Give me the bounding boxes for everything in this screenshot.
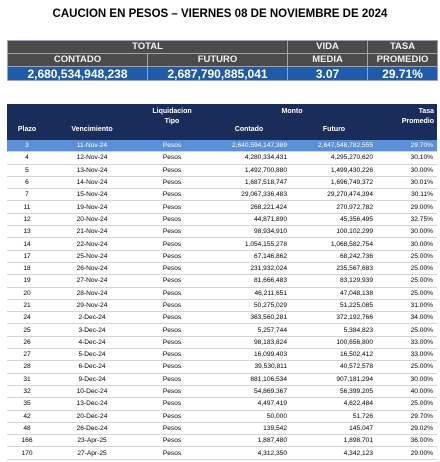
cell-vencimiento: 11-Nov-24	[47, 140, 137, 152]
cell-plazo: 35	[7, 398, 47, 410]
cell-vencimiento: 20-Nov-24	[47, 213, 137, 225]
table-row	[7, 422, 437, 434]
cell-tipo: Pesos	[137, 140, 207, 152]
table-row	[7, 447, 437, 459]
table-row	[7, 213, 437, 225]
cell-vencimiento: 13-Nov-24	[47, 164, 137, 176]
cell-contado: 881,106,534	[207, 373, 291, 385]
cell-tasa: 32.75%	[377, 213, 437, 225]
table-row	[7, 176, 437, 188]
cell-vencimiento: 29-Nov-24	[47, 299, 137, 311]
cell-contado: 5,257,744	[207, 324, 291, 336]
cell-contado: 50,275,029	[207, 299, 291, 311]
cell-tasa: 25.00%	[377, 262, 437, 274]
header-blank-vencimiento	[47, 104, 137, 118]
cell-vencimiento: 28-Nov-24	[47, 287, 137, 299]
summary-table	[7, 40, 438, 81]
cell-vencimiento: 2-Dec-24	[47, 312, 137, 324]
cell-plazo: 25	[7, 324, 47, 336]
cell-tipo: Pesos	[137, 164, 207, 176]
summary-futuro-value: 2,687,790,885,041	[148, 67, 288, 81]
cell-plazo: 28	[7, 361, 47, 373]
summary-contado-value: 2,680,534,948,238	[8, 67, 148, 81]
cell-futuro: 235,567,683	[291, 262, 377, 274]
cell-futuro: 4,295,270,620	[291, 152, 377, 164]
cell-futuro: 56,399,205	[291, 385, 377, 397]
cell-tipo: Pesos	[137, 176, 207, 188]
cell-futuro: 2,647,548,782,555	[291, 140, 377, 152]
cell-contado: 54,869,367	[207, 385, 291, 397]
cell-plazo: 7	[7, 189, 47, 201]
cell-plazo: 19	[7, 275, 47, 287]
cell-plazo: 42	[7, 410, 47, 422]
header-blank-plazo	[7, 104, 47, 118]
cell-vencimiento: 19-Nov-24	[47, 201, 137, 213]
cell-tipo: Pesos	[137, 385, 207, 397]
cell-tipo: Pesos	[137, 262, 207, 274]
cell-contado: 1,492,700,880	[207, 164, 291, 176]
cell-plazo: 170	[7, 447, 47, 459]
summary-tasa-promedio-value: 29.71%	[368, 67, 438, 81]
cell-futuro: 100,102,299	[291, 226, 377, 238]
cell-tipo: Pesos	[137, 238, 207, 250]
cell-vencimiento: 5-Dec-24	[47, 349, 137, 361]
cell-plazo: 27	[7, 349, 47, 361]
table-row	[7, 361, 437, 373]
cell-tasa: 33.00%	[377, 336, 437, 348]
cell-tasa: 40.00%	[377, 385, 437, 397]
table-row	[7, 226, 437, 238]
cell-futuro: 1,696,749,372	[291, 176, 377, 188]
cell-contado: 29,067,336,483	[207, 189, 291, 201]
cell-plazo: 6	[7, 176, 47, 188]
summary-vida-media-value: 3.07	[288, 67, 368, 81]
cell-tasa: 31.00%	[377, 299, 437, 311]
cell-contado: 46,211,651	[207, 287, 291, 299]
cell-tasa: 25.00%	[377, 275, 437, 287]
cell-tipo: Pesos	[137, 312, 207, 324]
cell-tasa: 25.00%	[377, 361, 437, 373]
cell-contado: 1,887,480	[207, 435, 291, 447]
cell-tasa: 29.00%	[377, 201, 437, 213]
cell-contado: 4,497,419	[207, 398, 291, 410]
cell-futuro: 1,499,430,226	[291, 164, 377, 176]
cell-futuro: 907,181,294	[291, 373, 377, 385]
cell-contado: 363,560,281	[207, 312, 291, 324]
cell-tasa: 25.00%	[377, 398, 437, 410]
table-row	[7, 373, 437, 385]
cell-plazo: 32	[7, 385, 47, 397]
cell-vencimiento: 6-Dec-24	[47, 361, 137, 373]
table-row	[7, 275, 437, 287]
cell-tasa: 25.00%	[377, 250, 437, 262]
table-row	[7, 189, 437, 201]
cell-vencimiento: 9-Dec-24	[47, 373, 137, 385]
table-row	[7, 201, 437, 213]
header-plazo: Plazo	[7, 118, 47, 140]
header-futuro: Futuro	[291, 118, 377, 140]
cell-vencimiento: 13-Dec-24	[47, 398, 137, 410]
cell-tipo: Pesos	[137, 373, 207, 385]
table-row	[7, 299, 437, 311]
cell-tipo: Pesos	[137, 410, 207, 422]
summary-media-label: MEDIA	[288, 54, 368, 67]
cell-tasa: 30.11%	[377, 189, 437, 201]
cell-futuro: 40,572,578	[291, 361, 377, 373]
cell-tipo: Pesos	[137, 336, 207, 348]
cell-plazo: 3	[7, 140, 47, 152]
cell-vencimiento: 14-Nov-24	[47, 176, 137, 188]
cell-vencimiento: 3-Dec-24	[47, 324, 137, 336]
cell-futuro: 29,270,474,394	[291, 189, 377, 201]
cell-tipo: Pesos	[137, 435, 207, 447]
cell-tasa: 25.00%	[377, 287, 437, 299]
header-monto: Monto	[207, 104, 377, 118]
cell-contado: 231,932,024	[207, 262, 291, 274]
cell-tasa: 30.00%	[377, 373, 437, 385]
summary-tasa-label: TASA	[368, 41, 438, 54]
cell-contado: 2,640,594,147,389	[207, 140, 291, 152]
summary-total-label: TOTAL	[8, 41, 288, 54]
cell-plazo: 14	[7, 238, 47, 250]
cell-futuro: 4,342,123	[291, 447, 377, 459]
cell-tipo: Pesos	[137, 189, 207, 201]
cell-tasa: 30.01%	[377, 176, 437, 188]
cell-tipo: Pesos	[137, 213, 207, 225]
cell-vencimiento: 23-Apr-25	[47, 435, 137, 447]
cell-contado: 39,530,811	[207, 361, 291, 373]
cell-contado: 1,687,518,747	[207, 176, 291, 188]
table-row	[7, 349, 437, 361]
cell-plazo: 21	[7, 299, 47, 311]
cell-plazo: 20	[7, 287, 47, 299]
cell-tipo: Pesos	[137, 287, 207, 299]
cell-vencimiento: 12-Nov-24	[47, 152, 137, 164]
table-body	[7, 140, 437, 459]
cell-tipo: Pesos	[137, 398, 207, 410]
cell-plazo: 48	[7, 422, 47, 434]
header-liquidacion: Liquidacion	[137, 104, 207, 118]
cell-vencimiento: 10-Dec-24	[47, 385, 137, 397]
cell-plazo: 24	[7, 312, 47, 324]
cell-contado: 50,000	[207, 410, 291, 422]
cell-tasa: 29.02%	[377, 422, 437, 434]
cell-vencimiento: 27-Apr-25	[47, 447, 137, 459]
table-row	[7, 238, 437, 250]
caucion-detail-table	[7, 104, 437, 460]
cell-tasa: 33.00%	[377, 349, 437, 361]
cell-tipo: Pesos	[137, 299, 207, 311]
table-row	[7, 312, 437, 324]
page-title: CAUCION EN PESOS – VIERNES 08 DE NOVIEMBRE DE 2024	[52, 8, 388, 20]
table-row	[7, 262, 437, 274]
table-row	[7, 398, 437, 410]
cell-vencimiento: 27-Nov-24	[47, 275, 137, 287]
cell-contado: 268,221,424	[207, 201, 291, 213]
cell-vencimiento: 26-Nov-24	[47, 262, 137, 274]
cell-tipo: Pesos	[137, 422, 207, 434]
cell-plazo: 4	[7, 152, 47, 164]
summary-vida-label: VIDA	[288, 41, 368, 54]
summary-promedio-label: PROMEDIO	[368, 54, 438, 67]
header-contado: Contado	[207, 118, 291, 140]
cell-contado: 44,871,890	[207, 213, 291, 225]
cell-contado: 16,099,403	[207, 349, 291, 361]
table-row	[7, 435, 437, 447]
cell-futuro: 5,384,823	[291, 324, 377, 336]
cell-contado: 139,542	[207, 422, 291, 434]
cell-vencimiento: 15-Nov-24	[47, 189, 137, 201]
header-promedio: Promedio	[377, 118, 437, 140]
cell-tasa: 30.00%	[377, 164, 437, 176]
cell-plazo: 11	[7, 201, 47, 213]
cell-vencimiento: 26-Dec-24	[47, 422, 137, 434]
cell-tasa: 30.00%	[377, 226, 437, 238]
cell-vencimiento: 21-Nov-24	[47, 226, 137, 238]
cell-contado: 1,054,155,278	[207, 238, 291, 250]
table-row	[7, 324, 437, 336]
cell-vencimiento: 4-Dec-24	[47, 336, 137, 348]
cell-tipo: Pesos	[137, 275, 207, 287]
cell-tasa: 30.10%	[377, 152, 437, 164]
cell-plazo: 17	[7, 250, 47, 262]
cell-contado: 81,666,483	[207, 275, 291, 287]
cell-tipo: Pesos	[137, 447, 207, 459]
cell-futuro: 372,192,766	[291, 312, 377, 324]
header-tasa: Tasa	[377, 104, 437, 118]
cell-plazo: 5	[7, 164, 47, 176]
cell-plazo: 12	[7, 213, 47, 225]
cell-futuro: 51,726	[291, 410, 377, 422]
cell-futuro: 51,225,085	[291, 299, 377, 311]
cell-futuro: 83,129,939	[291, 275, 377, 287]
cell-tipo: Pesos	[137, 324, 207, 336]
header-tipo: Tipo	[137, 118, 207, 140]
cell-futuro: 45,356,495	[291, 213, 377, 225]
cell-contado: 67,146,862	[207, 250, 291, 262]
cell-tasa: 34.00%	[377, 312, 437, 324]
cell-tasa: 29.70%	[377, 410, 437, 422]
cell-contado: 98,934,910	[207, 226, 291, 238]
cell-contado: 4,280,334,431	[207, 152, 291, 164]
cell-tipo: Pesos	[137, 152, 207, 164]
cell-plazo: 13	[7, 226, 47, 238]
cell-tasa: 25.00%	[377, 324, 437, 336]
cell-futuro: 47,048,138	[291, 287, 377, 299]
cell-plazo: 166	[7, 435, 47, 447]
cell-tipo: Pesos	[137, 201, 207, 213]
cell-vencimiento: 25-Nov-24	[47, 250, 137, 262]
cell-contado: 4,312,350	[207, 447, 291, 459]
table-row	[7, 164, 437, 176]
cell-tipo: Pesos	[137, 226, 207, 238]
cell-plazo: 31	[7, 373, 47, 385]
table-row	[7, 250, 437, 262]
cell-vencimiento: 22-Nov-24	[47, 238, 137, 250]
cell-tipo: Pesos	[137, 349, 207, 361]
table-row	[7, 152, 437, 164]
cell-futuro: 100,656,800	[291, 336, 377, 348]
cell-futuro: 270,972,782	[291, 201, 377, 213]
header-vencimiento: Vencimiento	[47, 118, 137, 140]
cell-futuro: 68,242,736	[291, 250, 377, 262]
cell-tipo: Pesos	[137, 361, 207, 373]
cell-plazo: 18	[7, 262, 47, 274]
cell-plazo: 26	[7, 336, 47, 348]
table-row	[7, 410, 437, 422]
cell-futuro: 4,622,484	[291, 398, 377, 410]
cell-futuro: 16,502,412	[291, 349, 377, 361]
cell-tasa: 30.00%	[377, 238, 437, 250]
table-row	[7, 385, 437, 397]
summary-contado-label: CONTADO	[8, 54, 148, 67]
table-row	[7, 287, 437, 299]
cell-futuro: 1,898,701	[291, 435, 377, 447]
cell-tasa: 29.70%	[377, 140, 437, 152]
cell-tasa: 36.00%	[377, 435, 437, 447]
cell-futuro: 145,047	[291, 422, 377, 434]
summary-futuro-label: FUTURO	[148, 54, 288, 67]
cell-tasa: 29.00%	[377, 447, 437, 459]
table-row	[7, 336, 437, 348]
cell-futuro: 1,068,582,754	[291, 238, 377, 250]
cell-contado: 98,183,824	[207, 336, 291, 348]
cell-tipo: Pesos	[137, 250, 207, 262]
cell-vencimiento: 20-Dec-24	[47, 410, 137, 422]
table-row	[7, 140, 437, 152]
